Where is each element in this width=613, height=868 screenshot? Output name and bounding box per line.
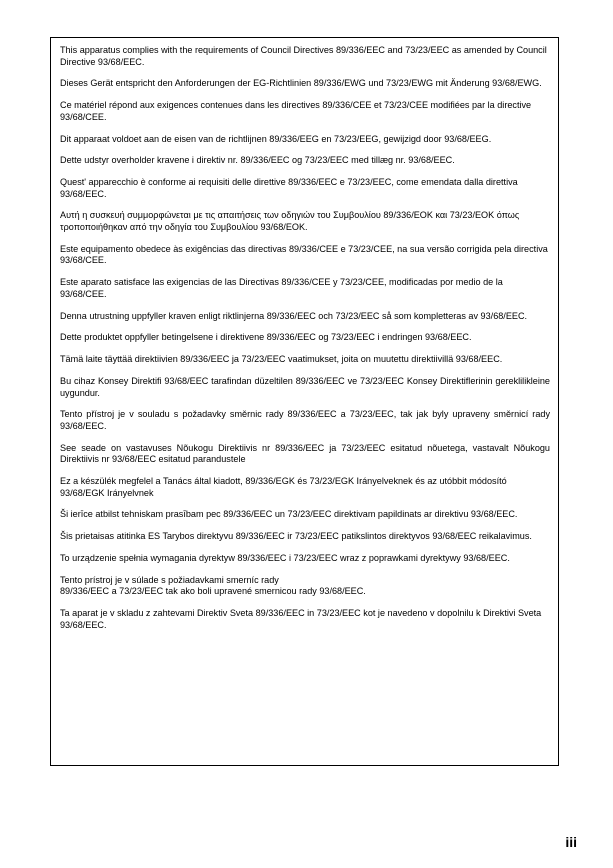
statement-slovak-line-1: Tento prístroj je v súlade s požiadavkami smerníc rady xyxy=(60,574,279,585)
statement-slovak xyxy=(60,575,550,598)
statement-czech: Tento přístroj je v souladu s požadavky směrnic rady 89/336/EEC a 73/23/EEC, tak jak byly upraveny směrnicí rady 93/68/EEC. xyxy=(60,409,550,431)
page-number: iii xyxy=(565,834,577,850)
statement-norwegian: Dette produktet oppfyller betingelsene i direktivene 89/336/EEC og 73/23/EEC i endringen 93/68/EEC. xyxy=(60,332,472,343)
statement-italian: Quest' apparecchio è conforme ai requisiti delle direttive 89/336/EEC e 73/23/EEC, come emendata dalla direttiva 93/68/EEC. xyxy=(60,177,518,199)
statement-lithuanian: Šis prietaisas atitinka ES Tarybos direktyvu 89/336/EEC ir 73/23/EEC patikslintos direktyvos 93/68/EEC reikalavimus. xyxy=(60,531,532,542)
statement-greek: Αυτή η συσκευή συμμορφώνεται με τις απαιτήσεις των οδηγιών του Συμβουλίου 89/336/ΕΟΚ και 73/23/ΕΟΚ όπως τροποποιήθηκαν από την οδηγία του Συμβουλίου 93/68/ΕΟΚ. xyxy=(60,210,520,233)
statement-hungarian: Ez a készülék megfelel a Tanács által kiadott, 89/336/EGK és 73/23/EGK Irányelveknek és az utóbbit módosító 93/68/EGK Irányelvnek xyxy=(60,476,507,498)
compliance-statements-box xyxy=(50,37,559,766)
statement-slovenian: Ta aparat je v skladu z zahtevami Direktiv Sveta 89/336/EEC in 73/23/EEC kot je navedeno v dopolnilu k Direktivi Sveta 93/68/EEC. xyxy=(60,608,542,630)
statement-english: This apparatus complies with the requirements of Council Directives 89/336/EEC and 73/23/EEC as amended by Council Directive 93/68/EEC. xyxy=(60,45,547,67)
statement-swedish: Denna utrustning uppfyller kraven enligt riktlinjerna 89/336/EEC och 73/23/EEC så som kompletteras av 93/68/EEC. xyxy=(60,310,528,321)
statement-slovak-line-2: 89/336/EEC a 73/23/EEC tak ako boli upravené smernicou rady 93/68/EEC. xyxy=(60,586,366,597)
statement-polish: To urządzenie spełnia wymagania dyrektyw 89/336/EEC i 73/23/EEC wraz z poprawkami dyrektywy 93/68/EEC. xyxy=(60,553,510,563)
statement-finnish: Tämä laite täyttää direktiivien 89/336/EEC ja 73/23/EEC vaatimukset, joita on muutettu direktiivillä 93/68/EEC. xyxy=(60,354,503,365)
statement-spanish: Este aparato satisface las exigencias de las Directivas 89/336/CEE y 73/23/CEE, modificadas por medio de la 93/68/CEE. xyxy=(60,277,503,299)
statement-portuguese: Este equipamento obedece às exigências das directivas 89/336/CEE e 73/23/CEE, na sua versão corrigida pela directiva 93/68/CEE. xyxy=(60,243,548,266)
statement-latvian: Ši ierīce atbilst tehniskam prasībam pec 89/336/EEC un 73/23/EEC direktivam papildinats ar direktivu 93/68/EEC. xyxy=(60,509,518,520)
statement-dutch: Dit apparaat voldoet aan de eisen van de richtlijnen 89/336/EEG en 73/23/EEG, gewijzigd door 93/68/EEG. xyxy=(60,133,492,144)
statement-german: Dieses Gerät entspricht den Anforderungen der EG-Richtlinien 89/336/EWG und 73/23/EWG mit Änderung 93/68/EWG. xyxy=(60,78,542,89)
statement-turkish: Bu cihaz Konsey Direktifi 93/68/EEC tarafindan düzeltilen 89/336/EEC ve 73/23/EEC Konsey Direktiflerinin gereklilikleine uygundur. xyxy=(60,375,550,398)
statement-estonian: See seade on vastavuses Nõukogu Direktiivis nr 89/336/EEC ja 73/23/EEC esitatud nõuetega, vastavalt Nõukogu Direktiivis nr 93/68/EEC esitatud parandustele xyxy=(60,442,550,465)
statement-danish: Dette udstyr overholder kravene i direktiv nr. 89/336/EEC og 73/23/EEC med tillæg nr. 93/68/EEC. xyxy=(60,155,455,166)
statement-french: Ce matériel répond aux exigences contenues dans les directives 89/336/CEE et 73/23/CEE modifiées par la directive 93/68/CEE. xyxy=(60,100,532,122)
